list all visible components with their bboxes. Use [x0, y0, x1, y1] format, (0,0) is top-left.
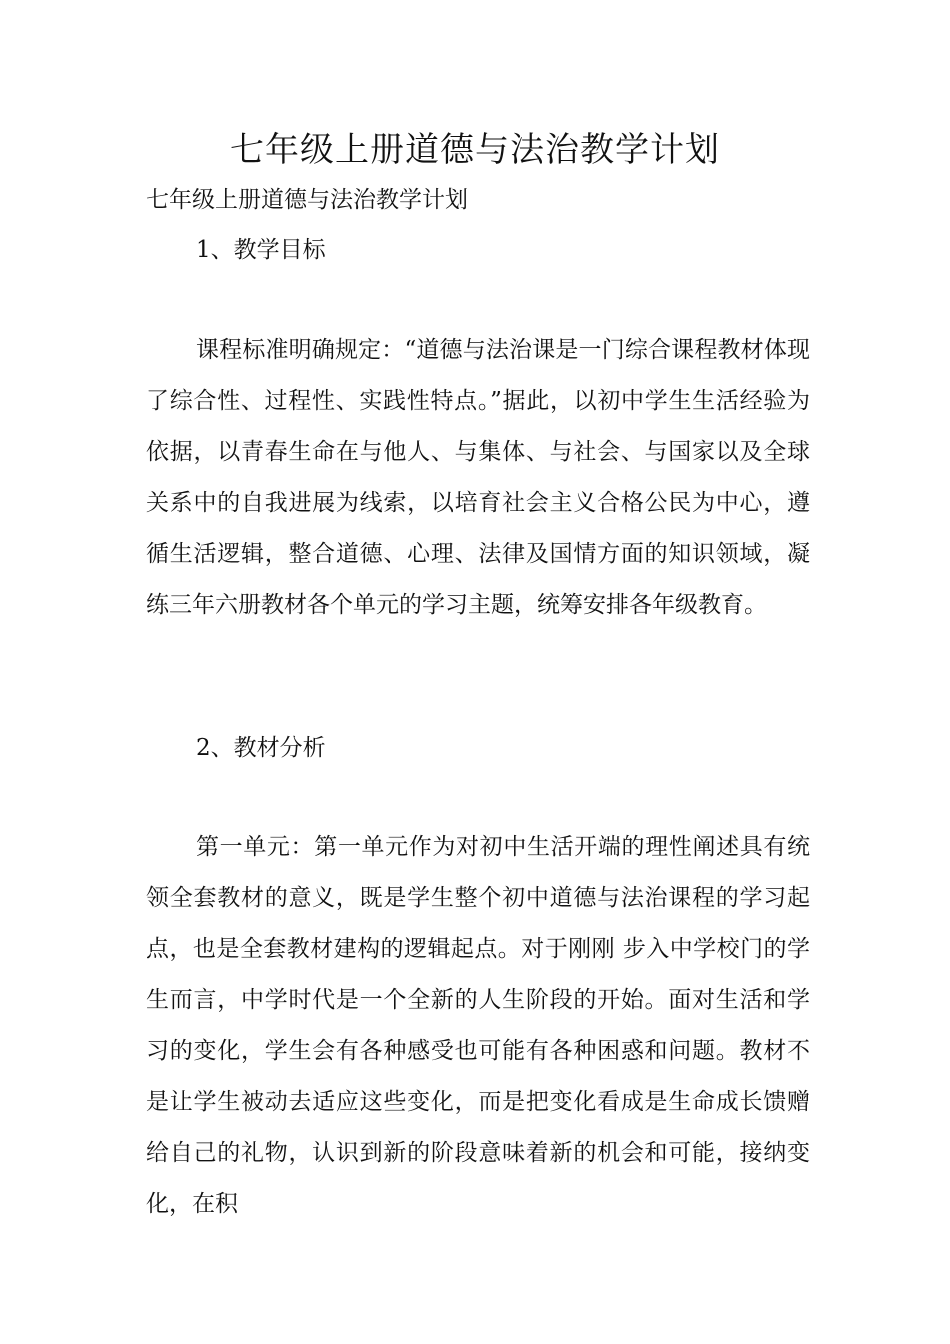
section-heading-teaching-goals: 1、教学目标	[196, 237, 326, 263]
document-title: 七年级上册道德与法治教学计划	[230, 130, 720, 170]
section-heading-textbook-analysis: 2、教材分析	[196, 735, 326, 761]
document-subtitle: 七年级上册道德与法治教学计划	[146, 187, 468, 213]
section-paragraph-teaching-goals: 课程标准明确规定：“道德与法治课是一门综合课程教材体现了综合性、过程性、实践性特点。”据此，以初中学生生活经验为依据，以青春生命在与他人、与集体、与社会、与国家以及全球关系中的自我进展为线索，以培育社会主义合格公民为中心，遵循生活逻辑，整合道德、心理、法律及国情方面的知识领域，凝练三年六册教材各个单元的学习主题，统筹安排各年级教育。	[146, 337, 810, 618]
section-paragraph-textbook-analysis: 第一单元：第一单元作为对初中生活开端的理性阐述具有统领全套教材的意义，既是学生整个初中道德与法治课程的学习起点，也是全套教材建构的逻辑起点。对于刚刚 步入中学校门的学生而言，中学时代是一个全新的人生阶段的开始。面对生活和学习的变化，学生会有各种感受也可能有各种困惑和问题。教材不是让学生被动去适应这些变化，而是把变化看成是生命成长馈赠给自己的礼物，认识到新的阶段意味着新的机会和可能，接纳变化，在积	[146, 834, 810, 1217]
